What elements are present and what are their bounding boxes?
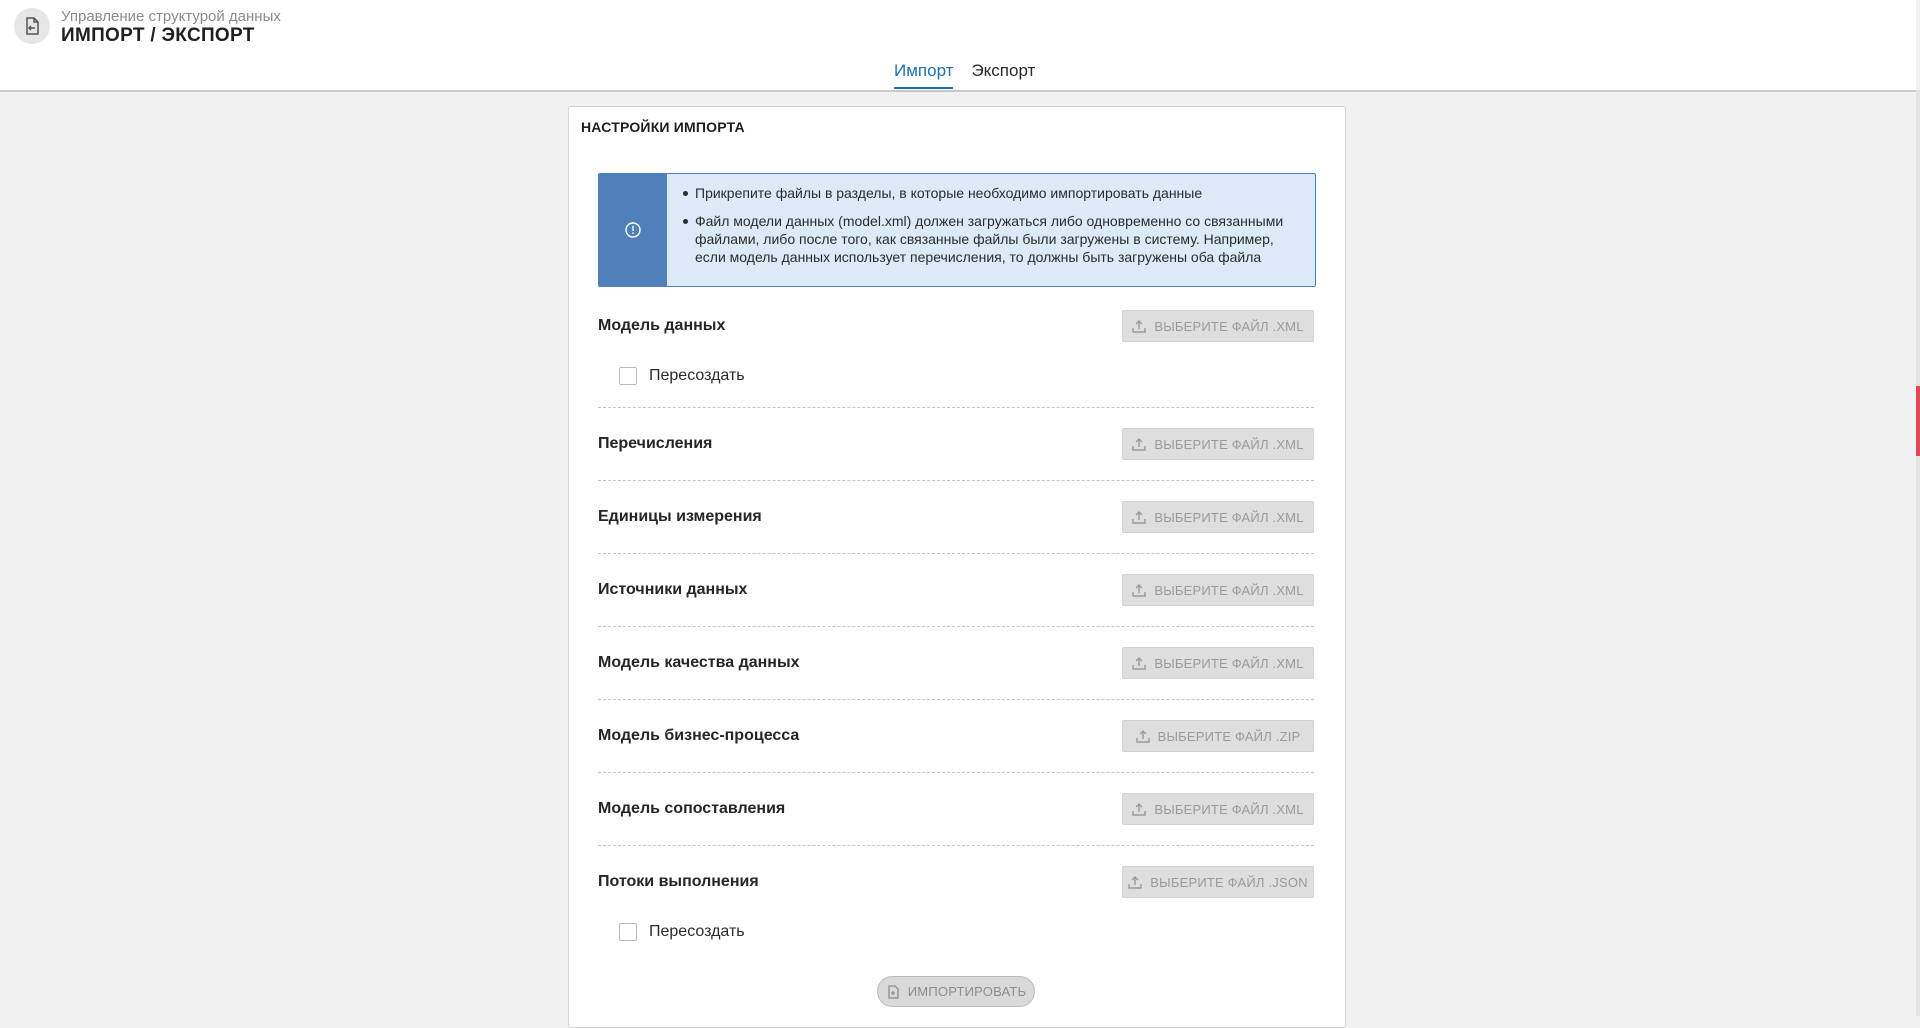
- section-label: Перечисления: [598, 435, 713, 452]
- recreate-checkbox-row[interactable]: [619, 365, 745, 387]
- checkbox-label: Пересоздать: [649, 367, 745, 384]
- choose-file-label: ВЫБЕРИТЕ ФАЙЛ .XML: [1154, 801, 1304, 817]
- info-item: Прикрепите файлы в разделы, в которые необходимо импортировать данные: [681, 184, 1301, 202]
- page-title: ИМПОРТ / ЭКСПОРТ: [61, 25, 255, 46]
- section-label: Единицы измерения: [598, 508, 762, 525]
- section-enumerations: [598, 428, 1314, 462]
- choose-file-label: ВЫБЕРИТЕ ФАЙЛ .XML: [1154, 655, 1304, 671]
- scrollbar-thumb[interactable]: [1916, 386, 1920, 456]
- info-list: [681, 184, 1301, 276]
- upload-icon: [1132, 656, 1146, 670]
- info-stripe: [599, 174, 667, 286]
- choose-file-label: ВЫБЕРИТЕ ФАЙЛ .XML: [1154, 436, 1304, 452]
- info-item: Файл модели данных (model.xml) должен загружаться либо одновременно со связанными файлами, либо после того, как связанные файлы были загружены в систему. Например, если модель данных использует перечисления, то должны быть загружены оба файла: [681, 212, 1301, 266]
- recreate-checkbox[interactable]: [619, 923, 637, 941]
- section-label: Модель бизнес-процесса: [598, 727, 800, 744]
- breadcrumb: Управление структурой данных: [61, 8, 281, 25]
- section-label: Модель качества данных: [598, 654, 800, 671]
- panel-title: НАСТРОЙКИ ИМПОРТА: [581, 119, 745, 135]
- section-label: Потоки выполнения: [598, 873, 759, 890]
- import-button-label: ИМПОРТИРОВАТЬ: [907, 984, 1027, 999]
- info-icon: [624, 221, 642, 239]
- choose-file-label: ВЫБЕРИТЕ ФАЙЛ .JSON: [1150, 874, 1308, 890]
- section-divider: [598, 553, 1314, 554]
- section-divider: [598, 626, 1314, 627]
- section-data-sources: [598, 574, 1314, 608]
- tab-import[interactable]: Импорт: [894, 61, 953, 89]
- upload-icon: [1136, 729, 1150, 743]
- choose-file-button[interactable]: [1122, 647, 1314, 679]
- recreate-checkbox[interactable]: [619, 367, 637, 385]
- choose-file-button[interactable]: [1122, 793, 1314, 825]
- section-data-model: [598, 310, 1314, 344]
- section-label: Модель данных: [598, 317, 726, 334]
- file-import-icon: [886, 985, 900, 999]
- section-label: Модель сопоставления: [598, 800, 786, 817]
- section-execution-flows: [598, 866, 1314, 900]
- tab-bar: [894, 61, 1053, 89]
- upload-icon: [1132, 802, 1146, 816]
- scrollbar[interactable]: [1916, 90, 1920, 1016]
- choose-file-button[interactable]: [1122, 310, 1314, 342]
- choose-file-button[interactable]: [1122, 501, 1314, 533]
- upload-icon: [1132, 583, 1146, 597]
- choose-file-label: ВЫБЕРИТЕ ФАЙЛ .XML: [1154, 582, 1304, 598]
- recreate-checkbox-row[interactable]: [619, 921, 745, 943]
- section-business-process: [598, 720, 1314, 754]
- section-units: [598, 501, 1314, 535]
- tab-export[interactable]: Экспорт: [971, 61, 1036, 80]
- upload-icon: [1132, 437, 1146, 451]
- checkbox-label: Пересоздать: [649, 923, 745, 940]
- choose-file-label: ВЫБЕРИТЕ ФАЙЛ .ZIP: [1157, 728, 1301, 744]
- section-divider: [598, 845, 1314, 846]
- section-divider: [598, 699, 1314, 700]
- section-label: Источники данных: [598, 581, 748, 598]
- choose-file-label: ВЫБЕРИТЕ ФАЙЛ .XML: [1154, 509, 1304, 525]
- upload-icon: [1128, 875, 1142, 889]
- choose-file-button[interactable]: [1122, 574, 1314, 606]
- upload-icon: [1132, 510, 1146, 524]
- choose-file-button[interactable]: [1122, 720, 1314, 752]
- choose-file-button[interactable]: [1122, 428, 1314, 460]
- section-divider: [598, 407, 1314, 408]
- choose-file-button[interactable]: [1122, 866, 1314, 898]
- info-box: [598, 173, 1316, 287]
- choose-file-label: ВЫБЕРИТЕ ФАЙЛ .XML: [1154, 318, 1304, 334]
- upload-icon: [1132, 319, 1146, 333]
- section-divider: [598, 772, 1314, 773]
- section-quality-model: [598, 647, 1314, 681]
- section-matching-model: [598, 793, 1314, 827]
- import-export-icon[interactable]: [14, 8, 50, 44]
- import-settings-panel: [568, 106, 1346, 1028]
- import-button[interactable]: [877, 976, 1035, 1007]
- app-header: [0, 0, 1916, 92]
- section-divider: [598, 480, 1314, 481]
